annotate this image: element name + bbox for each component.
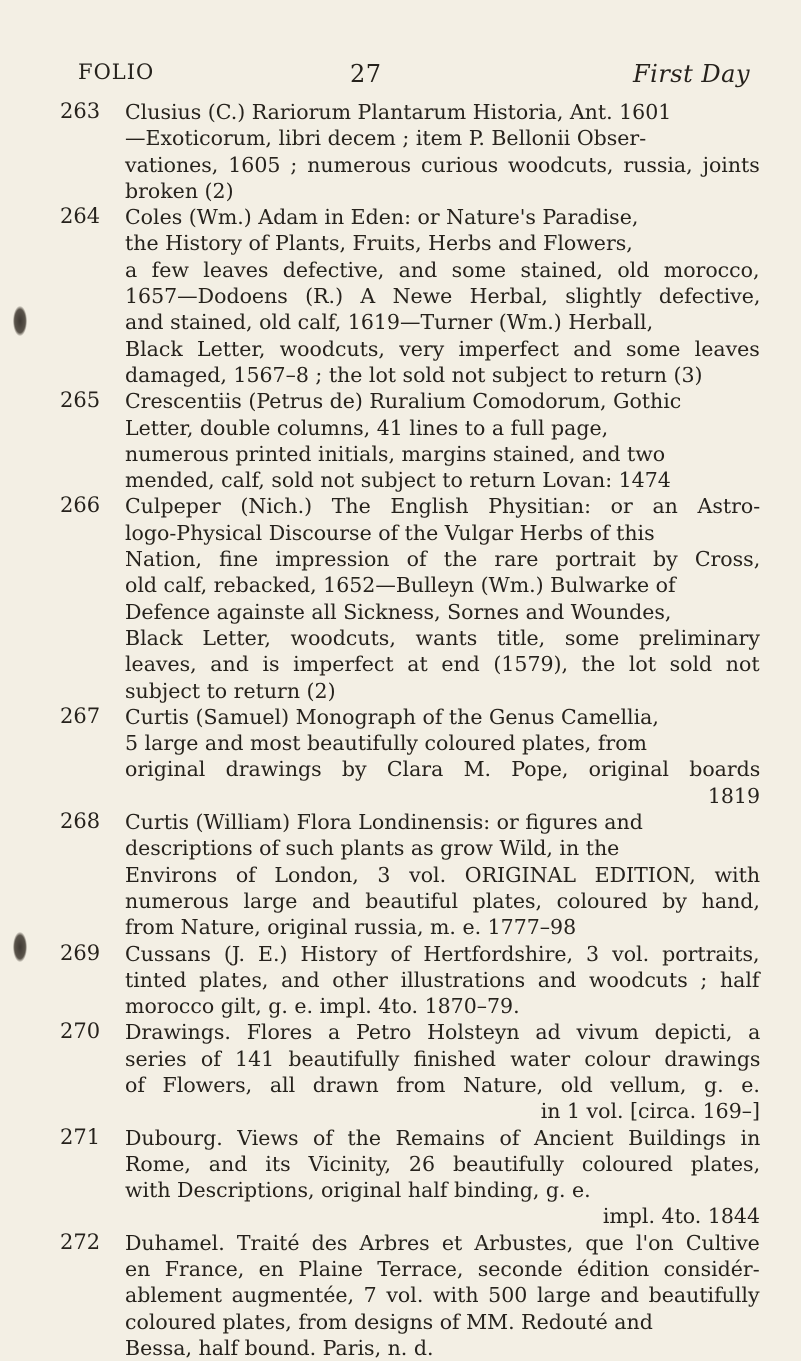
- lot-entry: [60, 1019, 760, 1124]
- margin-bullet-icon: [13, 932, 27, 962]
- lot-text-line: Nation, fine impression of the rare portrait by Cross,: [125, 547, 761, 572]
- lot-text-line: damaged, 1567–8 ; the lot sold not subject to return (3): [125, 362, 703, 387]
- lot-number: 269: [60, 940, 101, 965]
- lot-entry: [60, 1125, 760, 1230]
- lot-entry: [60, 809, 760, 940]
- lot-number: 271: [60, 1124, 101, 1149]
- lot-entry: [60, 99, 760, 204]
- lot-text-line: in 1 vol. [circa. 169–]: [540, 1099, 760, 1124]
- lot-number: 263: [60, 99, 101, 123]
- lot-entry: [60, 704, 760, 809]
- lot-text-line: impl. 4to. 1844: [602, 1204, 760, 1229]
- lot-text-line: original drawings by Clara M. Pope, original boards: [125, 757, 761, 782]
- lot-text-line: —Exoticorum, libri decem ; item P. Bellonii Obser-: [125, 126, 647, 151]
- lot-text-line: a few leaves defective, and some stained, old morocco,: [125, 257, 760, 282]
- lot-text-line: morocco gilt, g. e. impl. 4to. 1870–79.: [125, 994, 520, 1019]
- lot-text-line: Cussans (J. E.) History of Hertfordshire, 3 vol. portraits,: [125, 941, 760, 966]
- lot-number: 265: [60, 388, 101, 413]
- lot-text-line: coloured plates, from designs of MM. Redouté and: [125, 1309, 653, 1334]
- lot-text-line: Duhamel. Traité des Arbres et Arbustes, que l'on Cultive: [125, 1230, 760, 1255]
- lot-text-line: ablement augmentée, 7 vol. with 500 large and beautifully: [125, 1283, 760, 1308]
- lot-text-line: 5 large and most beautifully coloured plates, from: [125, 731, 647, 756]
- margin-bullet-icon: [13, 306, 27, 336]
- lot-text-line: descriptions of such plants as grow Wild, in the: [125, 836, 620, 861]
- lot-text-line: vationes, 1605 ; numerous curious woodcuts, russia, joints: [125, 152, 760, 177]
- lot-text-line: subject to return (2): [125, 678, 336, 703]
- lot-entry: [60, 388, 760, 493]
- lot-text-line: Rome, and its Vicinity, 26 beautifully coloured plates,: [125, 1151, 761, 1176]
- lot-text-line: Defence againste all Sickness, Sornes and Woundes,: [125, 599, 672, 624]
- lot-text-line: Culpeper (Nich.) The English Physitian: or an Astro-: [125, 494, 761, 519]
- lot-entry: [60, 493, 760, 703]
- lot-text-line: old calf, rebacked, 1652—Bulleyn (Wm.) Bulwarke of: [125, 573, 676, 598]
- lot-text-line: numerous printed initials, margins stained, and two: [125, 441, 666, 466]
- lot-entry: [60, 1230, 760, 1361]
- lot-text-line: Dubourg. Views of the Remains of Ancient Buildings in: [125, 1125, 761, 1150]
- lot-entry: [60, 941, 760, 1020]
- lot-text-line: Black Letter, woodcuts, wants title, some preliminary: [125, 625, 760, 650]
- lot-number: 268: [60, 809, 101, 834]
- page-header: [78, 60, 750, 94]
- lot-text-line: Bessa, half bound. Paris, n. d.: [125, 1335, 434, 1360]
- lot-text-line: from Nature, original russia, m. e. 1777–98: [125, 915, 577, 940]
- lot-text-line: Curtis (William) Flora Londinensis: or figures and: [125, 810, 643, 835]
- lot-text-line: with Descriptions, original half binding, g. e.: [125, 1178, 591, 1203]
- lot-text-line: Crescentiis (Petrus de) Ruralium Comodorum, Gothic: [125, 389, 682, 414]
- lot-text-line: en France, en Plaine Terrace, seconde édition considér-: [125, 1257, 760, 1282]
- lot-text-line: logo-Physical Discourse of the Vulgar Herbs of this: [125, 520, 655, 545]
- lot-text-line: Black Letter, woodcuts, very imperfect and some leaves: [125, 336, 760, 361]
- lot-text-line: broken (2): [125, 178, 234, 203]
- lot-text-line: Clusius (C.) Rariorum Plantarum Historia, Ant. 1601: [125, 100, 672, 124]
- lot-text-line: mended, calf, sold not subject to return Lovan: 1474: [125, 468, 671, 493]
- lot-number: 270: [60, 1019, 101, 1044]
- header-day: First Day: [633, 60, 750, 88]
- lot-number: 267: [60, 703, 101, 728]
- lot-entry: [60, 204, 760, 388]
- lot-text-line: series of 141 beautifully finished water colour drawings: [125, 1046, 761, 1071]
- lot-text-line: Curtis (Samuel) Monograph of the Genus Camellia,: [125, 704, 659, 729]
- lot-text-line: numerous large and beautiful plates, coloured by hand,: [125, 888, 760, 913]
- lot-text-line: Coles (Wm.) Adam in Eden: or Nature's Paradise,: [125, 205, 639, 230]
- lot-text-line: 1819: [707, 783, 760, 808]
- lot-number: 266: [60, 493, 101, 518]
- header-folio: FOLIO: [78, 60, 155, 84]
- header-page-number: 27: [350, 60, 382, 88]
- lot-text-line: Environs of London, 3 vol. ORIGINAL EDITION, with: [125, 862, 761, 887]
- lot-text-line: and stained, old calf, 1619—Turner (Wm.) Herball,: [125, 310, 654, 335]
- lot-text-line: 1657—Dodoens (R.) A Newe Herbal, slightly defective,: [125, 284, 761, 309]
- lot-list: [60, 99, 760, 1361]
- lot-number: 264: [60, 204, 101, 229]
- lot-text-line: the History of Plants, Fruits, Herbs and Flowers,: [125, 231, 633, 256]
- lot-text-line: tinted plates, and other illustrations and woodcuts ; half: [125, 967, 760, 992]
- lot-text-line: Letter, double columns, 41 lines to a full page,: [125, 415, 609, 440]
- lot-text-line: of Flowers, all drawn from Nature, old vellum, g. e.: [125, 1072, 760, 1097]
- lot-text-line: Drawings. Flores a Petro Holsteyn ad vivum depicti, a: [125, 1020, 761, 1045]
- lot-number: 272: [60, 1229, 101, 1254]
- lot-text-line: leaves, and is imperfect at end (1579), the lot sold not: [125, 652, 760, 677]
